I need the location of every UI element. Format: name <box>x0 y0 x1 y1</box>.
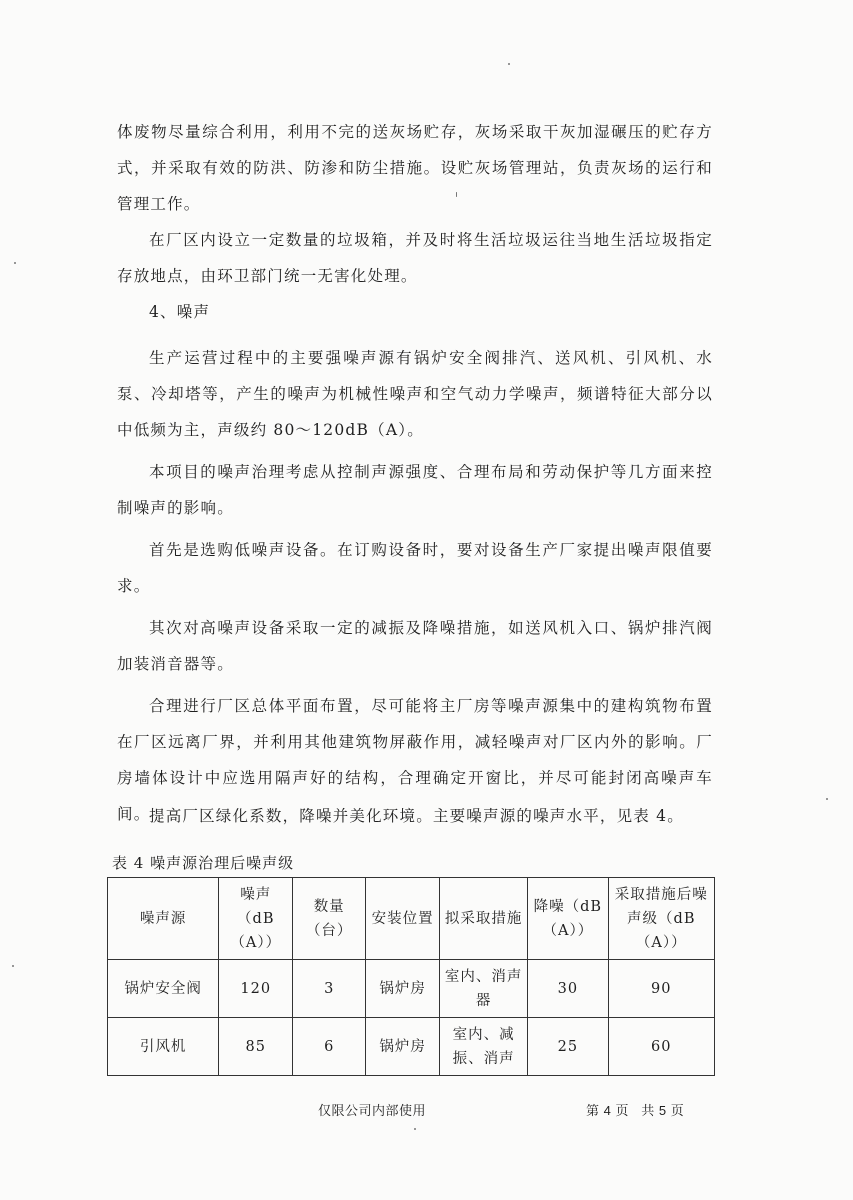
table-cell: 120 <box>219 960 293 1018</box>
scan-speck <box>826 798 828 800</box>
table-cell: 6 <box>293 1018 366 1076</box>
table-cell: 室内、消声器 <box>440 960 528 1018</box>
paragraph-low-noise-equipment: 首先是选购低噪声设备。在订购设备时，要对设备生产厂家提出噪声限值要求。 <box>117 541 713 595</box>
paragraph-layout: 合理进行厂区总体平面布置，尽可能将主厂房等噪声源集中的建构筑物布置在厂区远离厂界，并利用其他建筑物屏蔽作用，减轻噪声对厂区内外的影响。厂房墙体设计中应选用隔声好的结构，合理确定开窗比，并尽可能封闭高噪声车间。 <box>117 697 713 823</box>
table-cell: 锅炉房 <box>366 1018 440 1076</box>
paragraph-garbage: 在厂区内设立一定数量的垃圾箱，并及时将生活垃圾运往当地生活垃圾指定存放地点，由环卫部门统一无害化处理。 <box>117 231 713 285</box>
table-cell: 30 <box>528 960 608 1018</box>
scan-speck <box>456 192 457 197</box>
scan-speck <box>414 1128 416 1130</box>
table-row <box>108 1018 715 1076</box>
paragraph-noise-sources: 生产运营过程中的主要强噪声源有锅炉安全阀排汽、送风机、引风机、水泵、冷却塔等，产生的噪声为机械性噪声和空气动力学噪声，频谱特征大部分以中低频为主，声级约 80～120dB（A）。 <box>117 349 713 439</box>
header-noise-reduction: 降噪（dB（A）） <box>528 878 608 960</box>
header-noise-source: 噪声源 <box>108 878 219 960</box>
paragraph-greening: 提高厂区绿化系数，降噪并美化环境。主要噪声源的噪声水平，见表 4。 <box>149 807 684 825</box>
paragraph-solid-waste: 体废物尽量综合利用，利用不完的送灰场贮存，灰场采取干灰加湿碾压的贮存方式，并采取有效的防洪、防渗和防尘措施。设贮灰场管理站，负责灰场的运行和管理工作。 <box>117 123 713 213</box>
scan-speck <box>508 63 510 65</box>
footer-page-number: 第 4 页 共 5 页 <box>586 1103 685 1118</box>
scan-speck <box>12 965 14 967</box>
table-cell: 锅炉房 <box>366 960 440 1018</box>
footer-internal-use: 仅限公司内部使用 <box>318 1103 427 1118</box>
table-cell: 85 <box>219 1018 293 1076</box>
header-measures: 拟采取措施 <box>440 878 528 960</box>
table-cell: 25 <box>528 1018 608 1076</box>
table-row <box>108 960 715 1018</box>
table-cell: 3 <box>293 960 366 1018</box>
paragraph-noise-control: 本项目的噪声治理考虑从控制声源强度、合理布局和劳动保护等几方面来控制噪声的影响。 <box>117 463 713 517</box>
header-noise-level: 噪声（dB（A）） <box>219 878 293 960</box>
table-cell: 室内、减振、消声 <box>440 1018 528 1076</box>
section-heading-noise: 4、噪声 <box>149 303 211 321</box>
table-header-row <box>108 878 715 960</box>
header-quantity: 数量（台） <box>293 878 366 960</box>
table-cell: 锅炉安全阀 <box>108 960 219 1018</box>
table-cell: 90 <box>608 960 714 1018</box>
table-cell: 引风机 <box>108 1018 219 1076</box>
header-noise-after-measures: 采取措施后噪声级（dB（A）） <box>608 878 714 960</box>
scan-speck <box>14 262 16 264</box>
noise-level-table <box>107 877 715 1076</box>
table-cell: 60 <box>608 1018 714 1076</box>
header-install-location: 安装位置 <box>366 878 440 960</box>
table-caption: 表 4 噪声源治理后噪声级 <box>112 854 295 872</box>
paragraph-damping-measures: 其次对高噪声设备采取一定的减振及降噪措施，如送风机入口、锅炉排汽阀加装消音器等。 <box>117 619 713 673</box>
